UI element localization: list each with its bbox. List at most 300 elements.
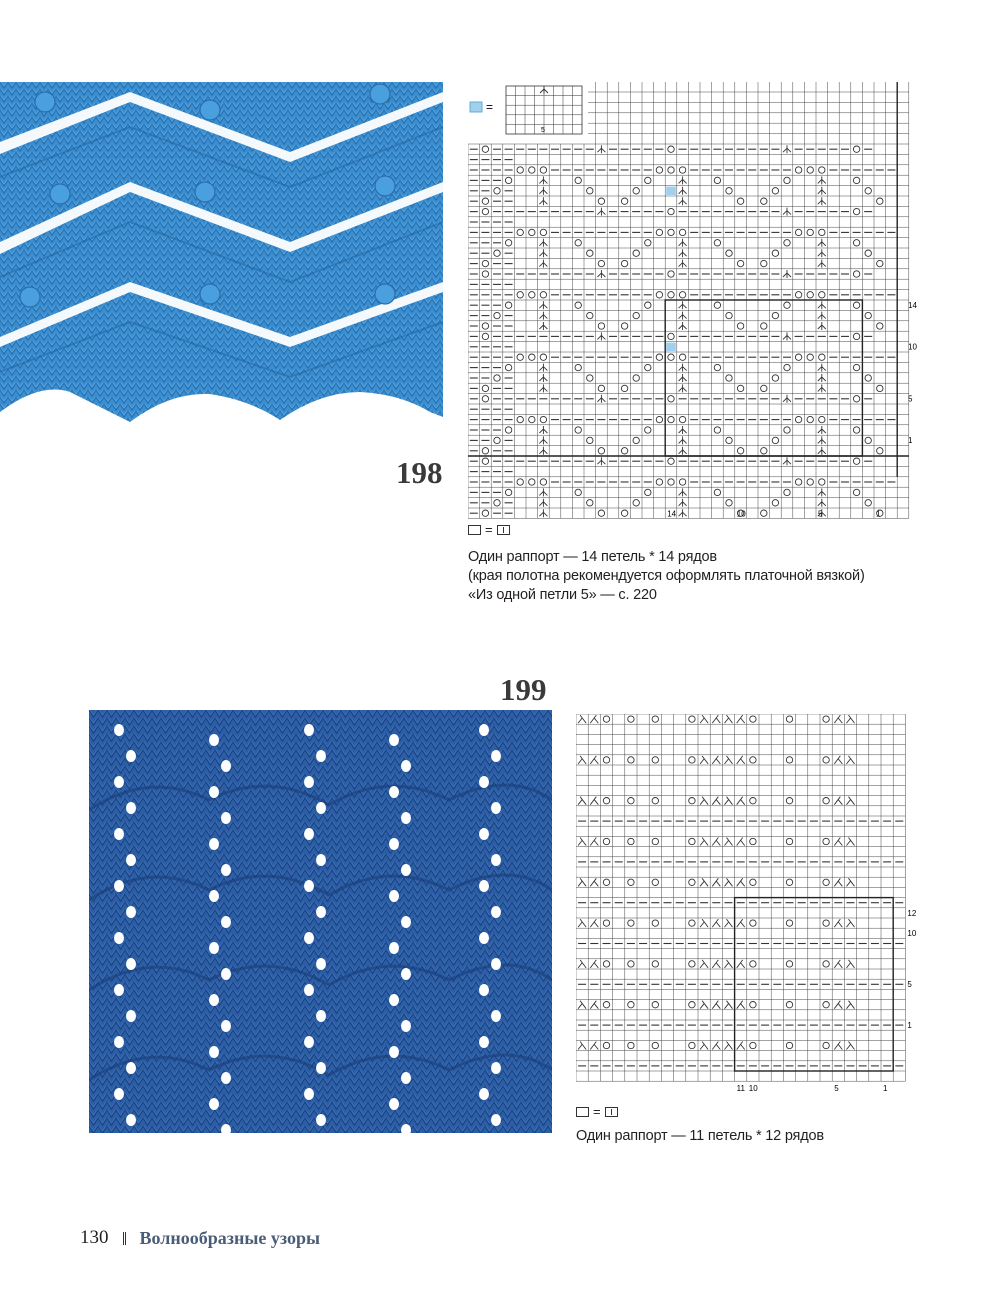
double-decrease-icon [679,499,687,507]
yarn-over-icon [689,1002,695,1008]
yarn-over-icon [587,437,593,443]
yarn-over-icon [679,354,685,360]
yarn-over-icon [786,838,792,844]
double-decrease-icon [539,239,547,247]
pattern-199-number: 199 [500,672,547,707]
yarn-over-icon [668,292,674,298]
yarn-over-icon [679,167,685,173]
yarn-over-icon [652,1042,658,1048]
double-decrease-icon [539,301,547,309]
decrease-left-icon [737,1001,745,1009]
yarn-over-icon [772,188,778,194]
yarn-over-icon [482,198,488,204]
yarn-over-icon [540,167,546,173]
eyelet-hole [114,828,124,840]
yarn-over-icon [823,961,829,967]
decrease-right-icon [700,838,708,846]
highlight-legend-icon [470,102,482,112]
eyelet-hole [491,802,501,814]
decrease-left-icon [712,919,720,927]
yarn-over-icon [795,167,801,173]
row-number: 5 [907,980,912,990]
eyelet-hole [209,994,219,1006]
double-decrease-icon [818,436,826,444]
yarn-over-icon [587,250,593,256]
yarn-over-icon [628,838,634,844]
eyelet-hole [389,1046,399,1058]
decrease-right-icon [847,1001,855,1009]
yarn-over-icon [652,716,658,722]
yarn-over-icon [540,292,546,298]
eyelet-hole [479,828,489,840]
footer-divider [123,1232,126,1245]
double-decrease-icon [539,260,547,268]
yarn-over-icon [726,188,732,194]
yarn-over-icon [750,1002,756,1008]
yarn-over-icon [603,716,609,722]
yarn-over-icon [737,323,743,329]
yarn-over-icon [807,292,813,298]
row-number: 10 [908,342,917,352]
yarn-over-icon [819,292,825,298]
yarn-over-icon [761,448,767,454]
eyelet-hole [221,916,231,928]
decrease-right-icon [847,838,855,846]
yarn-over-icon [786,1042,792,1048]
double-decrease-icon [818,499,826,507]
decrease-left-icon [590,756,598,764]
yarn-over-icon [598,323,604,329]
col-number: 10 [748,1084,758,1094]
yarn-over-icon [587,375,593,381]
double-decrease-icon [539,426,547,434]
yarn-over-icon [482,260,488,266]
yarn-over-icon [784,240,790,246]
yarn-over-icon [645,177,651,183]
yarn-over-icon [737,260,743,266]
decrease-right-icon [700,1001,708,1009]
decrease-right-icon [578,756,586,764]
eyelet-hole [209,838,219,850]
double-decrease-icon [679,364,687,372]
yarn-over-icon [529,479,535,485]
yarn-over-icon [656,479,662,485]
yarn-over-icon [603,1002,609,1008]
yarn-over-icon [575,302,581,308]
row-number: 12 [907,908,917,918]
eyelet-hole [126,958,136,970]
yarn-over-icon [714,489,720,495]
decrease-right-icon [847,1042,855,1050]
yarn-over-icon [679,292,685,298]
yarn-over-icon [575,427,581,433]
decrease-left-icon [712,960,720,968]
decrease-left-icon [834,797,842,805]
col-number: 1 [883,1084,888,1094]
yarn-over-icon [505,302,511,308]
yarn-over-icon [482,448,488,454]
eyelet-hole [221,1072,231,1084]
eyelet-hole [479,776,489,788]
pattern-198-chart [468,82,920,522]
double-decrease-icon [679,197,687,205]
yarn-over-icon [603,838,609,844]
eyelet-hole [316,958,326,970]
eyelet-hole [316,906,326,918]
yarn-over-icon [679,479,685,485]
double-decrease-icon [539,187,547,195]
yarn-over-icon [853,302,859,308]
legend-equals: = [486,100,494,114]
chart-grid [468,82,917,518]
decrease-left-icon [834,960,842,968]
eyelet-hole [304,880,314,892]
decrease-left-icon [590,838,598,846]
double-decrease-icon [597,395,605,403]
yarn-over-icon [807,416,813,422]
yarn-over-icon [598,448,604,454]
yarn-over-icon [668,146,674,152]
decrease-left-icon [590,1001,598,1009]
eyelet-hole [491,1010,501,1022]
yarn-over-icon [807,167,813,173]
caption-line: Один раппорт — 14 петель * 14 рядов [468,549,717,565]
yarn-over-icon [505,364,511,370]
yarn-over-icon [689,838,695,844]
yarn-over-icon [865,500,871,506]
decrease-left-icon [590,1042,598,1050]
decrease-left-icon [590,715,598,723]
yarn-over-icon [795,479,801,485]
yarn-over-icon [750,879,756,885]
yarn-over-icon [853,240,859,246]
yarn-over-icon [668,333,674,339]
yarn-over-icon [853,208,859,214]
yarn-over-icon [865,437,871,443]
eyelet-hole [491,854,501,866]
section-title: Волнообразные узоры [139,1227,321,1248]
eyelet-hole [304,984,314,996]
chart-grid [576,714,917,1093]
yarn-over-icon [621,198,627,204]
eyelet-hole [126,1114,136,1126]
yarn-over-icon [853,396,859,402]
yarn-over-icon [529,229,535,235]
yarn-over-icon [482,146,488,152]
eyelet-hole [209,786,219,798]
empty-square-icon [576,1107,589,1117]
yarn-over-icon [726,312,732,318]
yarn-over-icon [784,489,790,495]
double-decrease-icon [679,239,687,247]
eyelet-hole [316,750,326,762]
yarn-over-icon [877,260,883,266]
pattern-199-photo [89,710,552,1133]
yarn-over-icon [714,177,720,183]
yarn-over-icon [517,416,523,422]
yarn-over-icon [587,312,593,318]
eyelet-hole [304,776,314,788]
yarn-over-icon [772,500,778,506]
yarn-over-icon [668,271,674,277]
yarn-over-icon [823,879,829,885]
eyelet-hole [114,984,124,996]
double-decrease-icon [539,436,547,444]
eyelet-hole [491,1062,501,1074]
double-decrease-icon [539,322,547,330]
eyelet-hole [304,1036,314,1048]
decrease-left-icon [737,715,745,723]
double-decrease-icon [818,187,826,195]
eyelet-hole [221,864,231,876]
eyelet-hole [491,958,501,970]
yarn-over-icon [761,198,767,204]
decrease-right-icon [700,1042,708,1050]
yarn-over-icon [603,879,609,885]
double-decrease-icon [539,447,547,455]
yarn-over-icon [689,961,695,967]
pattern-199-chart [576,714,921,1099]
decrease-right-icon [578,1042,586,1050]
yarn-over-icon [726,250,732,256]
yarn-over-icon [865,250,871,256]
double-decrease-icon [818,447,826,455]
yarn-over-icon [865,375,871,381]
yarn-over-icon [679,416,685,422]
decrease-right-icon [578,878,586,886]
decrease-left-icon [834,919,842,927]
page-footer [80,1227,320,1249]
eyelet-hole [401,812,411,824]
yarn-over-icon [540,416,546,422]
pattern-198-caption [468,548,888,605]
eyelet-hole [209,734,219,746]
eyelet-hole [126,750,136,762]
col-number: 5 [818,509,823,519]
decrease-left-icon [834,838,842,846]
double-decrease-icon [539,176,547,184]
yarn-over-icon [540,229,546,235]
yarn-over-icon [494,312,500,318]
yarn-over-icon [819,479,825,485]
yarn-over-icon [633,500,639,506]
yarn-over-icon [482,510,488,516]
eyelet-hole [389,734,399,746]
double-decrease-icon [679,436,687,444]
yarn-over-icon [652,920,658,926]
yarn-over-icon [823,716,829,722]
yarn-over-icon [679,229,685,235]
decrease-right-icon [700,756,708,764]
yarn-over-icon [529,292,535,298]
double-decrease-icon [539,312,547,320]
yarn-over-icon [652,757,658,763]
yarn-over-icon [575,489,581,495]
double-decrease-icon [783,145,791,153]
yarn-over-icon [482,458,488,464]
decrease-right-icon [847,919,855,927]
yarn-over-icon [819,416,825,422]
decrease-right-icon [578,960,586,968]
yarn-over-icon [628,961,634,967]
eyelet-hole [389,994,399,1006]
double-decrease-icon [679,509,687,517]
yarn-over-icon [823,838,829,844]
double-decrease-icon [679,488,687,496]
yarn-over-icon [877,448,883,454]
yarn-over-icon [575,240,581,246]
yarn-over-icon [877,385,883,391]
row-number: 10 [907,929,917,939]
yarn-over-icon [784,302,790,308]
yarn-over-icon [750,716,756,722]
yarn-over-icon [819,229,825,235]
yarn-over-icon [823,798,829,804]
yarn-over-icon [645,364,651,370]
yarn-over-icon [853,333,859,339]
decrease-left-icon [590,878,598,886]
eyelet-hole [479,724,489,736]
decrease-left-icon [834,715,842,723]
eyelet-hole [401,1020,411,1032]
yarn-over-icon [823,1002,829,1008]
yarn-over-icon [865,188,871,194]
yarn-over-icon [786,798,792,804]
yarn-over-icon [633,312,639,318]
decrease-right-icon [725,838,733,846]
yarn-over-icon [598,260,604,266]
yarn-over-icon [517,292,523,298]
yarn-over-icon [656,229,662,235]
double-decrease-icon [818,260,826,268]
yarn-over-icon [494,500,500,506]
row-number: 5 [908,394,913,404]
yarn-over-icon [786,1002,792,1008]
yarn-over-icon [823,1042,829,1048]
yarn-over-icon [668,229,674,235]
eyelet-hole [209,1046,219,1058]
yarn-over-icon [795,416,801,422]
decrease-left-icon [834,878,842,886]
double-decrease-icon [818,312,826,320]
double-decrease-icon [539,384,547,392]
double-decrease-icon [539,509,547,517]
yarn-over-icon [689,920,695,926]
yarn-over-icon [494,375,500,381]
pattern-198-legend-bottom: = [468,522,510,537]
double-decrease-icon [818,374,826,382]
double-decrease-icon [679,301,687,309]
decrease-left-icon [712,1001,720,1009]
yarn-over-icon [575,364,581,370]
yarn-over-icon [714,302,720,308]
eyelet-hole [316,1062,326,1074]
double-decrease-icon [539,499,547,507]
yarn-over-icon [517,354,523,360]
decrease-right-icon [847,756,855,764]
double-decrease-icon [783,208,791,216]
yarn-over-icon [482,323,488,329]
yarn-over-icon [853,177,859,183]
yarn-over-icon [750,961,756,967]
yarn-over-icon [628,757,634,763]
decrease-left-icon [712,838,720,846]
double-decrease-icon [783,395,791,403]
yarn-over-icon [737,198,743,204]
yarn-over-icon [628,1002,634,1008]
eyelet-hole [401,864,411,876]
yarn-over-icon [645,489,651,495]
row-number: 1 [907,1021,912,1030]
double-decrease-icon [818,197,826,205]
eyelet-hole [316,1010,326,1022]
yarn-over-icon [761,385,767,391]
yarn-over-icon [689,757,695,763]
eyelet-hole [114,1036,124,1048]
yarn-over-icon [575,177,581,183]
yarn-over-icon [517,229,523,235]
yarn-over-icon [598,385,604,391]
yarn-over-icon [652,838,658,844]
double-decrease-icon [679,384,687,392]
yarn-over-icon [726,437,732,443]
double-decrease-icon [679,312,687,320]
yarn-over-icon [772,437,778,443]
decrease-right-icon [847,715,855,723]
eyelet-hole [114,724,124,736]
yarn-over-icon [633,375,639,381]
yarn-over-icon [652,879,658,885]
yarn-over-icon [772,375,778,381]
decrease-left-icon [834,756,842,764]
yarn-over-icon [807,354,813,360]
decrease-left-icon [737,838,745,846]
yarn-over-icon [668,167,674,173]
yarn-over-icon [598,198,604,204]
decrease-right-icon [578,838,586,846]
yarn-over-icon [807,229,813,235]
yarn-over-icon [668,458,674,464]
eyelet-hole [491,1114,501,1126]
yarn-over-icon [784,177,790,183]
yarn-over-icon [877,198,883,204]
yarn-over-icon [603,798,609,804]
yarn-over-icon [786,757,792,763]
yarn-over-icon [668,416,674,422]
double-decrease-icon [783,457,791,465]
knit-stitch-icon [605,1107,618,1117]
pattern-198-number: 198 [396,455,443,490]
decrease-left-icon [712,797,720,805]
decrease-right-icon [700,797,708,805]
yarn-over-icon [668,479,674,485]
eyelet-hole [316,1114,326,1126]
yarn-over-icon [761,323,767,329]
yarn-over-icon [668,396,674,402]
eyelet-hole [491,906,501,918]
decrease-left-icon [712,878,720,886]
decrease-right-icon [700,960,708,968]
col-number: 5 [834,1084,839,1094]
yarn-over-icon [737,448,743,454]
double-decrease-icon [539,364,547,372]
yarn-over-icon [656,167,662,173]
yarn-over-icon [750,798,756,804]
yarn-over-icon [517,479,523,485]
repeat-box [665,300,862,456]
yarn-over-icon [726,500,732,506]
decrease-right-icon [578,797,586,805]
